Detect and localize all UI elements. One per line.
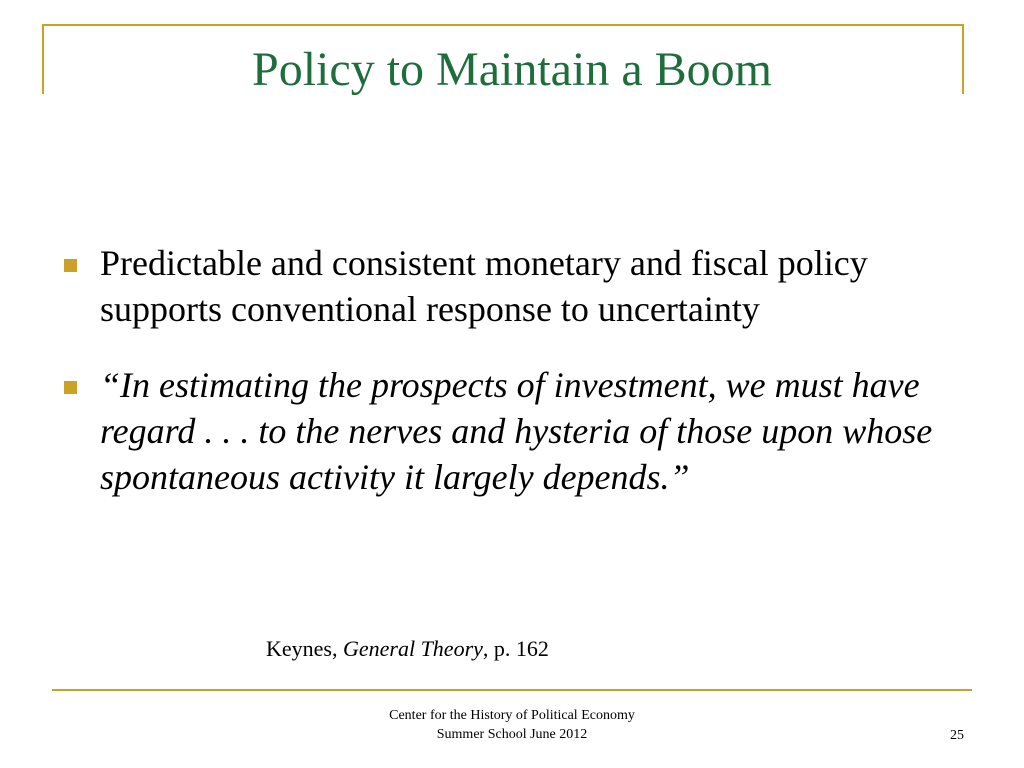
bullet-item-policy <box>62 240 972 332</box>
square-bullet-icon <box>64 381 77 394</box>
bullet-text-keynes-quote: “In estimating the prospects of investment, we must have regard . . . to the nerves and hysteria of those upon whose spontaneous activity it largely depends.” <box>100 365 933 497</box>
footer-rule <box>52 689 972 691</box>
square-bullet-icon <box>64 259 77 272</box>
top-frame-rule <box>42 24 964 26</box>
bullet-list <box>62 240 972 500</box>
attribution-separator: , <box>331 636 343 661</box>
attribution-separator: , <box>482 636 494 661</box>
footer-text <box>312 706 712 744</box>
quote-attribution <box>266 634 549 664</box>
footer-event: Summer School June 2012 <box>436 727 588 742</box>
slide-title: Policy to Maintain a Boom <box>252 43 772 96</box>
attribution-page: p. 162 <box>493 636 549 661</box>
bullet-text-policy: Predictable and consistent monetary and fiscal policy supports conventional response to uncertainty <box>100 243 868 329</box>
attribution-work-title: General Theory <box>342 636 483 661</box>
attribution-author: Keynes <box>266 636 332 661</box>
page-number: 25 <box>950 728 964 743</box>
footer-organization: Center for the History of Political Economy <box>389 708 635 723</box>
bullet-item-keynes-quote <box>62 362 972 500</box>
